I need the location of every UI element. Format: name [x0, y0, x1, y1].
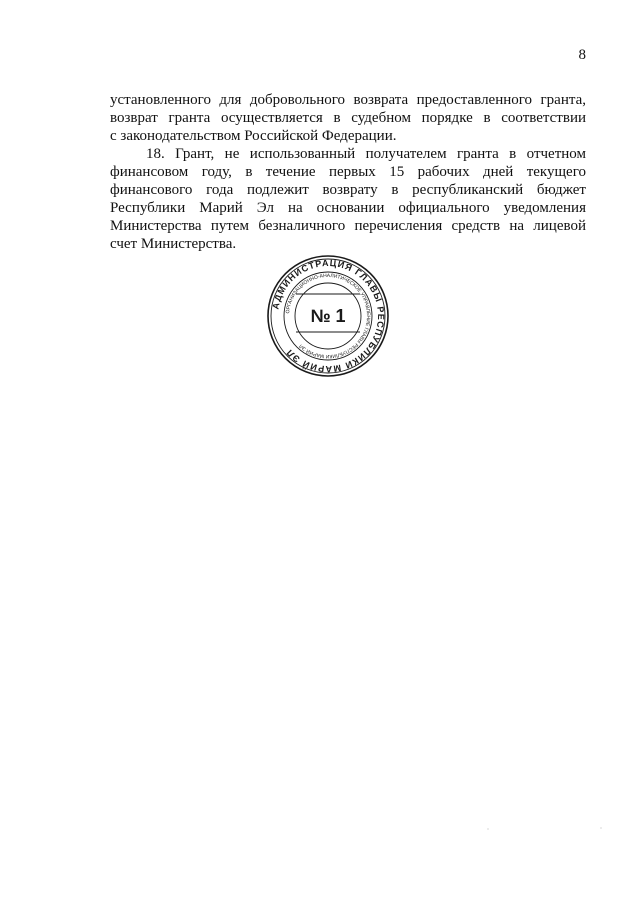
stamp-number: № 1: [310, 306, 346, 326]
page-number: 8: [578, 47, 586, 63]
text-line: финансового года подлежит возврату в республиканский бюджет: [110, 182, 586, 198]
text-line: счет Министерства.: [110, 236, 237, 252]
text-line: 18. Грант, не использованный получателем гранта в отчетном: [146, 146, 586, 162]
stamp-outer-text: АДМИНИСТРАЦИЯ ГЛАВЫ РЕСПУБЛИКИ МАРИЙ ЭЛ: [270, 257, 387, 375]
document-body: [110, 91, 586, 253]
text-line: с законодательством Российской Федерации.: [110, 128, 397, 144]
text-line: установленного для добровольного возврата предоставленного гранта,: [110, 92, 586, 108]
stamp-seal-icon: [266, 254, 390, 378]
text-line: Министерства путем безналичного перечисления средств на лицевой: [110, 218, 586, 234]
paragraph-return-procedure: [110, 91, 586, 145]
text-line: финансовом году, в течение первых 15 рабочих дней текущего: [110, 164, 586, 180]
stamp-inner-text: ОРГАНИЗАЦИОННО-АНАЛИТИЧЕСКОЕ УПРАВЛЕНИЕ ГЛАВЫ РЕСПУБЛИКИ МАРИЙ ЭЛ: [285, 272, 372, 360]
scan-artifact-dots: [485, 826, 605, 832]
paragraph-18: [110, 145, 586, 253]
text-line: возврат гранта осуществляется в судебном порядке в соответствии: [110, 110, 586, 126]
text-line: Республики Марий Эл на основании официального уведомления: [110, 200, 586, 216]
official-stamp: [266, 254, 390, 378]
